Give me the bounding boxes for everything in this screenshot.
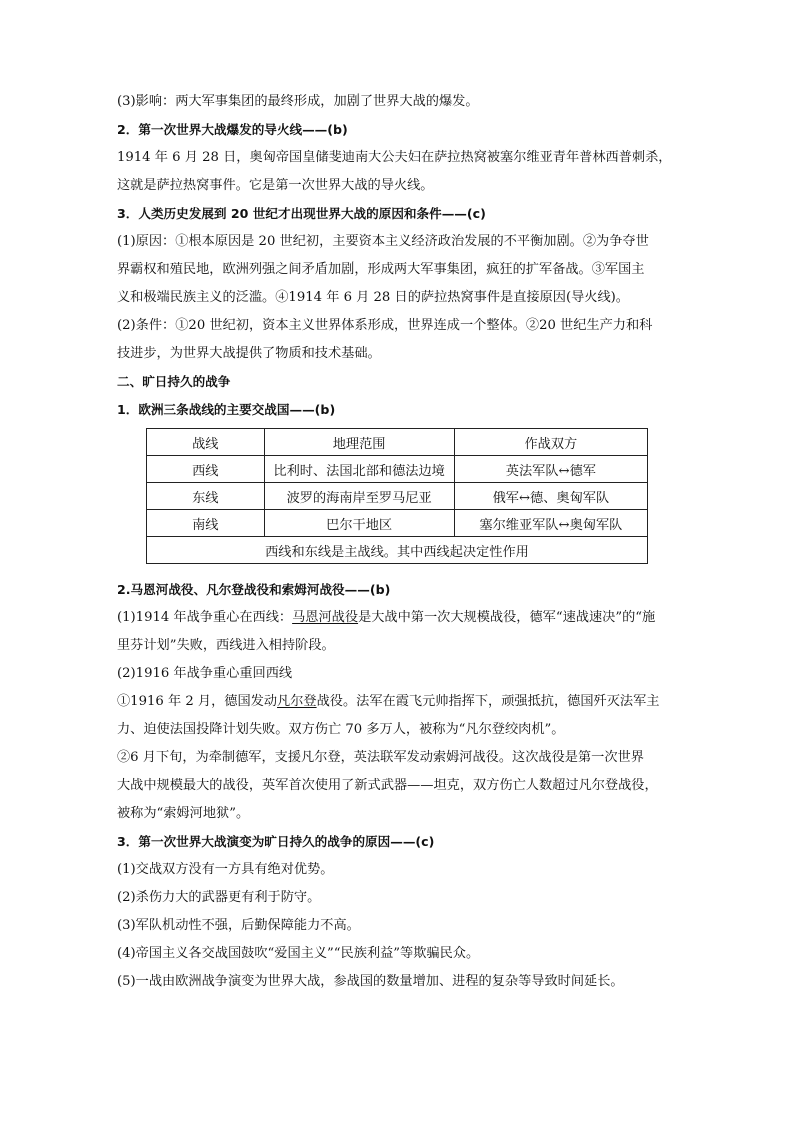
table-row <box>147 510 648 537</box>
section-heading: 3．第一次世界大战演变为旷日持久的战争的原因——(c) <box>117 834 435 849</box>
table-cell: 南线 <box>147 510 265 537</box>
paragraph: 1914 年 6 月 28 日，奥匈帝国皇储斐迪南大公夫妇在萨拉热窝被塞尔维亚青年普林西普刺杀， <box>117 150 672 165</box>
text-span: ①1916 年 2 月，德国发动 <box>117 694 278 709</box>
list-item: (1)交战双方没有一方具有绝对优势。 <box>117 862 334 877</box>
battle-fronts-table <box>146 428 648 564</box>
underlined-term: 凡尔登 <box>277 694 317 709</box>
paragraph: (2)条件：①20 世纪初，资本主义世界体系形成，世界连成一个整体。②20 世纪生产力和科 <box>117 318 653 333</box>
table-cell: 东线 <box>147 483 265 510</box>
table-cell: 英法军队↔德军 <box>454 456 647 483</box>
paragraph: 界霸权和殖民地，欧洲列强之间矛盾加剧，形成两大军事集团，疯狂的扩军备战。③军国主 <box>117 262 645 277</box>
paragraph: 技进步，为世界大战提供了物质和技术基础。 <box>117 346 381 361</box>
table-cell: 巴尔干地区 <box>264 510 454 537</box>
list-item: (2)杀伤力大的武器更有利于防守。 <box>117 890 321 905</box>
text-span: (1)1914 年战争重心在西线： <box>117 610 293 625</box>
table-row <box>147 456 648 483</box>
table-cell: 西线 <box>147 456 265 483</box>
paragraph <box>117 604 679 632</box>
paragraph: (3)影响：两大军事集团的最终形成，加剧了世界大战的爆发。 <box>117 94 479 109</box>
section-heading: 1．欧洲三条战线的主要交战国——(b) <box>117 402 336 417</box>
table-wrapper <box>117 424 679 576</box>
paragraph: 力、迫使法国投降计划失败。双方伤亡 70 多万人，被称为“凡尔登绞肉机”。 <box>117 722 565 737</box>
paragraph: 义和极端民族主义的泛滥。④1914 年 6 月 28 日的萨拉热窝事件是直接原因(导火线)。 <box>117 290 629 305</box>
document-page <box>117 88 679 996</box>
list-item: (5)一战由欧洲战争演变为世界大战，参战国的数量增加、进程的复杂等导致时间延长。 <box>117 974 624 989</box>
table-cell: 比利时、法国北部和德法边境 <box>264 456 454 483</box>
table-cell: 塞尔维亚军队↔奥匈军队 <box>454 510 647 537</box>
table-row <box>147 483 648 510</box>
section-heading: 2.马恩河战役、凡尔登战役和索姆河战役——(b) <box>117 582 391 597</box>
table-cell: 波罗的海南岸至罗马尼亚 <box>264 483 454 510</box>
section-heading: 2．第一次世界大战爆发的导火线——(b) <box>117 122 348 137</box>
section-heading: 3．人类历史发展到 20 世纪才出现世界大战的原因和条件——(c) <box>117 206 486 221</box>
table-header-cell: 战线 <box>147 429 265 456</box>
table-cell: 俄军↔德、奥匈军队 <box>454 483 647 510</box>
paragraph: (2)1916 年战争重心重回西线 <box>117 666 293 681</box>
table-header-row <box>147 429 648 456</box>
table-header-cell: 地理范围 <box>264 429 454 456</box>
table-header-cell: 作战双方 <box>454 429 647 456</box>
chapter-heading: 二、旷日持久的战争 <box>117 374 231 389</box>
paragraph: 被称为“索姆河地狱”。 <box>117 806 250 821</box>
table-footer-row <box>147 537 648 564</box>
paragraph: (1)原因：①根本原因是 20 世纪初，主要资本主义经济政治发展的不平衡加剧。②为争夺世 <box>117 234 649 249</box>
paragraph: 大战中规模最大的战役，英军首次使用了新式武器——坦克，双方伤亡人数超过凡尔登战役， <box>117 778 658 793</box>
paragraph: ②6 月下旬，为牵制德军，支援凡尔登，英法联军发动索姆河战役。这次战役是第一次世界 <box>117 750 644 765</box>
table-footer-cell: 西线和东线是主战线。其中西线起决定性作用 <box>147 537 648 564</box>
text-span: 是大战中第一次大规模战役，德军“速战速决”的“施 <box>358 610 656 625</box>
text-span: 战役。法军在霞飞元帅指挥下，顽强抵抗，德国歼灭法军主 <box>316 694 660 709</box>
list-item: (4)帝国主义各交战国鼓吹“爱国主义”“民族利益”等欺骗民众。 <box>117 946 480 961</box>
underlined-term: 马恩河战役 <box>292 610 359 625</box>
list-item: (3)军队机动性不强，后勤保障能力不高。 <box>117 918 360 933</box>
paragraph: 里芬计划”失败，西线进入相持阶段。 <box>117 638 335 653</box>
paragraph <box>117 688 679 716</box>
paragraph: 这就是萨拉热窝事件。它是第一次世界大战的导火线。 <box>117 178 434 193</box>
